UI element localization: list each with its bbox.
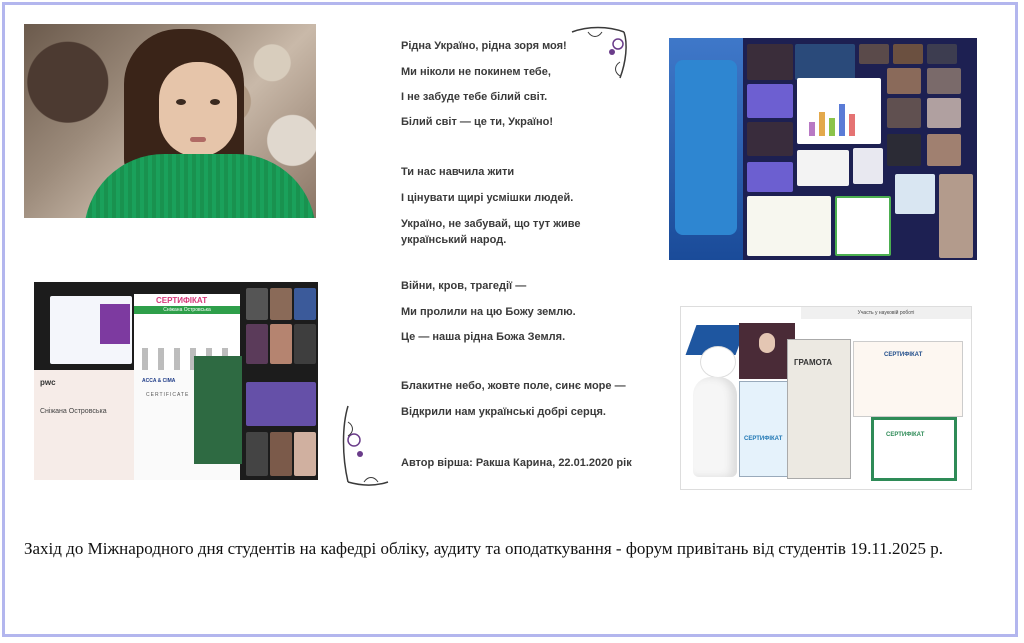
video-conference-collage (669, 38, 977, 260)
floral-ornament-icon (568, 22, 634, 84)
event-caption: Захід до Міжнародного дня студентів на кафедрі обліку, аудиту та оподаткування - форум привітань від студентів 19.11.2025 р. (24, 539, 944, 558)
poem-author: Автор вірша: Ракша Карина, 22.01.2020 рік (401, 457, 632, 469)
participant-face (759, 333, 775, 353)
shared-doc-slide (797, 150, 849, 186)
poem-line: Ти нас навчила жити (401, 166, 515, 178)
presentation-slide (50, 296, 132, 364)
portrait-mouth (190, 137, 206, 142)
slide-bar (809, 122, 815, 136)
certificate-image (835, 196, 891, 256)
poem-line: І не забуде тебе білий світ. (401, 91, 548, 103)
participant-tile (270, 324, 292, 364)
poem-line: І цінувати щирі усмішки людей. (401, 192, 574, 204)
certificate-pwc (34, 370, 134, 480)
certificate-title: CERTIFICATE (146, 392, 190, 398)
collage-sidebar-panel (675, 60, 737, 235)
certificate-image (747, 196, 831, 256)
participant-tile (927, 98, 961, 128)
participant-tile (887, 98, 921, 128)
certificate-title: СЕРТИФІКАТ (744, 436, 783, 442)
participant-tile (895, 174, 935, 214)
certificate-dark-green (194, 356, 242, 464)
slide-bar (819, 112, 825, 136)
poem-line: Війни, кров, трагедії — (401, 280, 527, 292)
acca-logo: ACCA & CIMA (142, 378, 176, 384)
poem-line: Ми пролили на цю Божу землю. (401, 306, 576, 318)
participant-tile (294, 324, 316, 364)
participant-tile (927, 134, 961, 166)
participant-tile (939, 174, 973, 258)
participant-tile (795, 44, 855, 80)
participant-tile (270, 432, 292, 476)
participant-tile (887, 134, 921, 166)
poem-line: Україно, не забувай, що тут живе український народ. (401, 218, 581, 246)
certificate-title: СЕРТИФІКАТ (884, 352, 923, 358)
shared-doc-slide (853, 148, 883, 184)
certificate-title: СЕРТИФІКАТ (156, 296, 208, 305)
participant-tile (246, 432, 268, 476)
participant-tile (893, 44, 923, 64)
participant-tile (887, 68, 921, 94)
certificate-side (853, 341, 963, 417)
participant-tile (246, 382, 316, 426)
figure-body (693, 377, 737, 477)
collage-header: Участь у науковій роботі (801, 307, 971, 319)
participant-tile (859, 44, 889, 64)
participant-tile (927, 44, 957, 64)
pwc-logo: pwc (40, 378, 56, 387)
certificate-recipient: Сніжана Островська (40, 408, 107, 415)
figure-head (701, 347, 735, 377)
portrait-face (159, 62, 237, 157)
participant-tile (294, 432, 316, 476)
shared-chart-slide (797, 78, 881, 144)
participant-tile (747, 44, 793, 80)
participant-tile (747, 84, 793, 118)
participant-tile (747, 122, 793, 156)
poem-line: Блакитне небо, жовте поле, синє море — (401, 380, 626, 392)
slide-bar (829, 118, 835, 136)
student-portrait-photo (24, 24, 316, 218)
participant-tile (246, 288, 268, 320)
poem-line: Це — наша рідна Божа Земля. (401, 331, 566, 343)
portrait-eye-right (210, 99, 220, 105)
portrait-eye-left (176, 99, 186, 105)
certificate-green-border (871, 417, 957, 481)
poem-line: Білий світ — це ти, Україно! (401, 116, 554, 128)
certificate-gramota (787, 339, 851, 479)
slide-bar (849, 114, 855, 136)
scientific-work-collage (680, 306, 972, 490)
poem-line: Рідна Україно, рідна зоря моя! (401, 40, 567, 52)
certificates-collage (34, 282, 318, 480)
participant-tile (246, 324, 268, 364)
certificate-recipient: Сніжана Островська (134, 306, 240, 314)
poem-line: Ми ніколи не покинем тебе, (401, 66, 551, 78)
participant-tile (747, 162, 793, 192)
poem-line: Відкрили нам українські добрі серця. (401, 406, 606, 418)
floral-ornament-icon (338, 402, 392, 488)
certificate-title: СЕРТИФІКАТ (886, 432, 925, 438)
collage-sidebar (669, 38, 743, 260)
gramota-title: ГРАМОТА (794, 358, 832, 367)
participant-tile (270, 288, 292, 320)
participant-tile (294, 288, 316, 320)
participant-tile (927, 68, 961, 94)
slide-bar (839, 104, 845, 136)
slide-photo (100, 304, 130, 344)
